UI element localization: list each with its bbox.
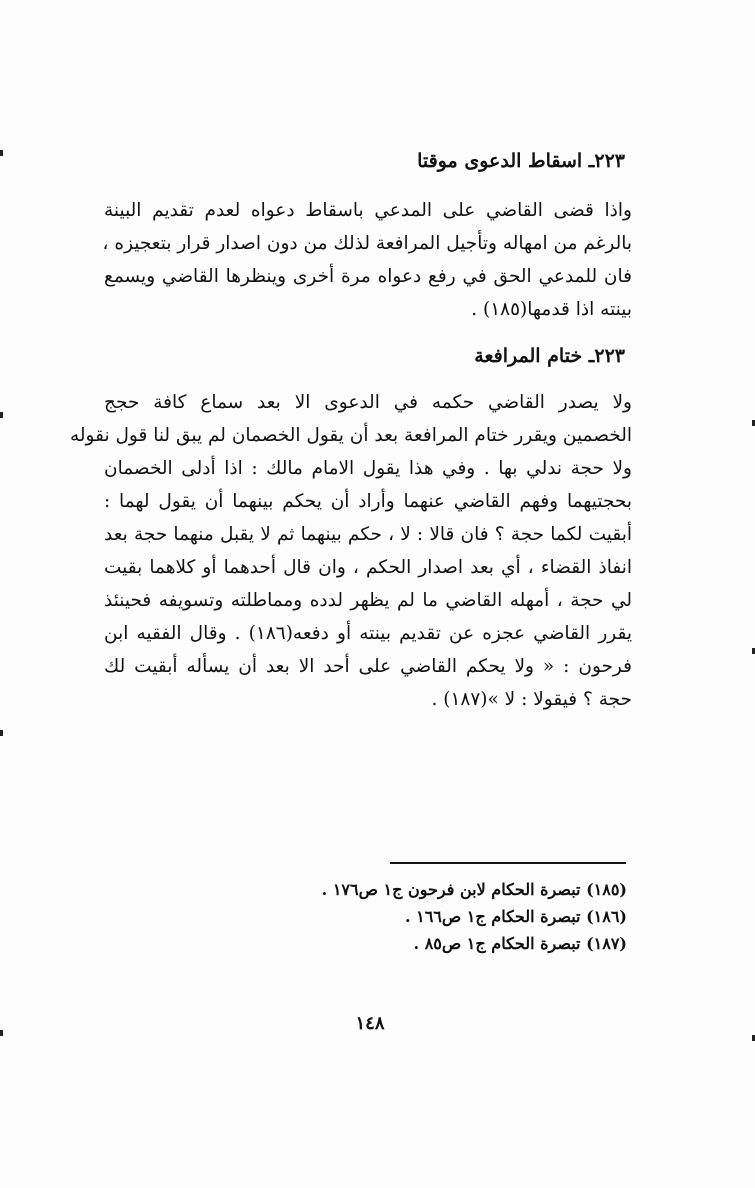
footnote-185: (١٨٥) تبصرة الحكام لابن فرحون ج١ ص١٧٦ . [321,880,627,899]
section-body-closing [69,386,632,716]
text-line: بحجتيهما وفهم القاضي عنهما وأراد أن يحكم بينهما أن يقول لهما : [104,491,632,512]
text-line: حجة ؟ فيقولا : لا »(١٨٧) . [431,689,632,710]
text-line: الخصمين ويقرر ختام المرافعة بعد أن يقول الخصمان لم يبق لنا قول نقوله [69,425,632,446]
section-body-dismissal [104,194,632,326]
text-line: بينته اذا قدمها(١٨٥) . [471,299,632,320]
text-line: ولا يصدر القاضي حكمه في الدعوى الا بعد سماع كافة حجج [104,392,632,413]
footnote-187: (١٨٧) تبصرة الحكام ج١ ص٨٥ . [413,934,627,953]
section-heading-closing: ٢٢٣ـ ختام المرافعة [474,345,625,367]
text-line: أبقيت لكما حجة ؟ فان قالا : لا ، حكم بينهما ثم لا يقبل منهما حجة بعد [104,524,632,545]
page-number: ١٤٨ [355,1013,385,1034]
text-line: يقرر القاضي عجزه عن تقديم بينته أو دفعه(١٨٦) . وقال الفقيه ابن [104,623,632,644]
footnote-186: (١٨٦) تبصرة الحكام ج١ ص١٦٦ . [404,907,627,926]
section-heading-dismissal: ٢٢٣ـ اسقاط الدعوى موقتا [417,150,625,172]
scan-speck [0,150,3,156]
text-line: واذا قضى القاضي على المدعي باسقاط دعواه لعدم تقديم البينة [104,200,632,221]
scan-speck [0,412,3,418]
text-line: فرحون : « ولا يحكم القاضي على أحد الا بعد أن يسأله أبقيت لك [104,656,632,677]
text-line: فان للمدعي الحق في رفع دعواه مرة أخرى وينظرها القاضي ويسمع [104,266,632,287]
text-line: بالرغم من امهاله وتأجيل المرافعة لذلك من دون اصدار قرار بتعجيزه ، [102,233,632,254]
scan-speck [0,730,3,736]
text-line: انفاذ القضاء ، أي بعد اصدار الحكم ، وان قال أحدهما أو كلاهما بقيت [104,557,632,578]
footnote-divider [390,862,626,864]
scan-speck [0,1030,3,1036]
text-line: ولا حجة ندلي بها . وفي هذا يقول الامام مالك : اذا أدلى الخصمان [104,458,632,479]
text-line: لي حجة ، أمهله القاضي ما لم يظهر لدده ومماطلته وتسويفه فحينئذ [104,590,632,611]
footnotes [322,876,627,957]
